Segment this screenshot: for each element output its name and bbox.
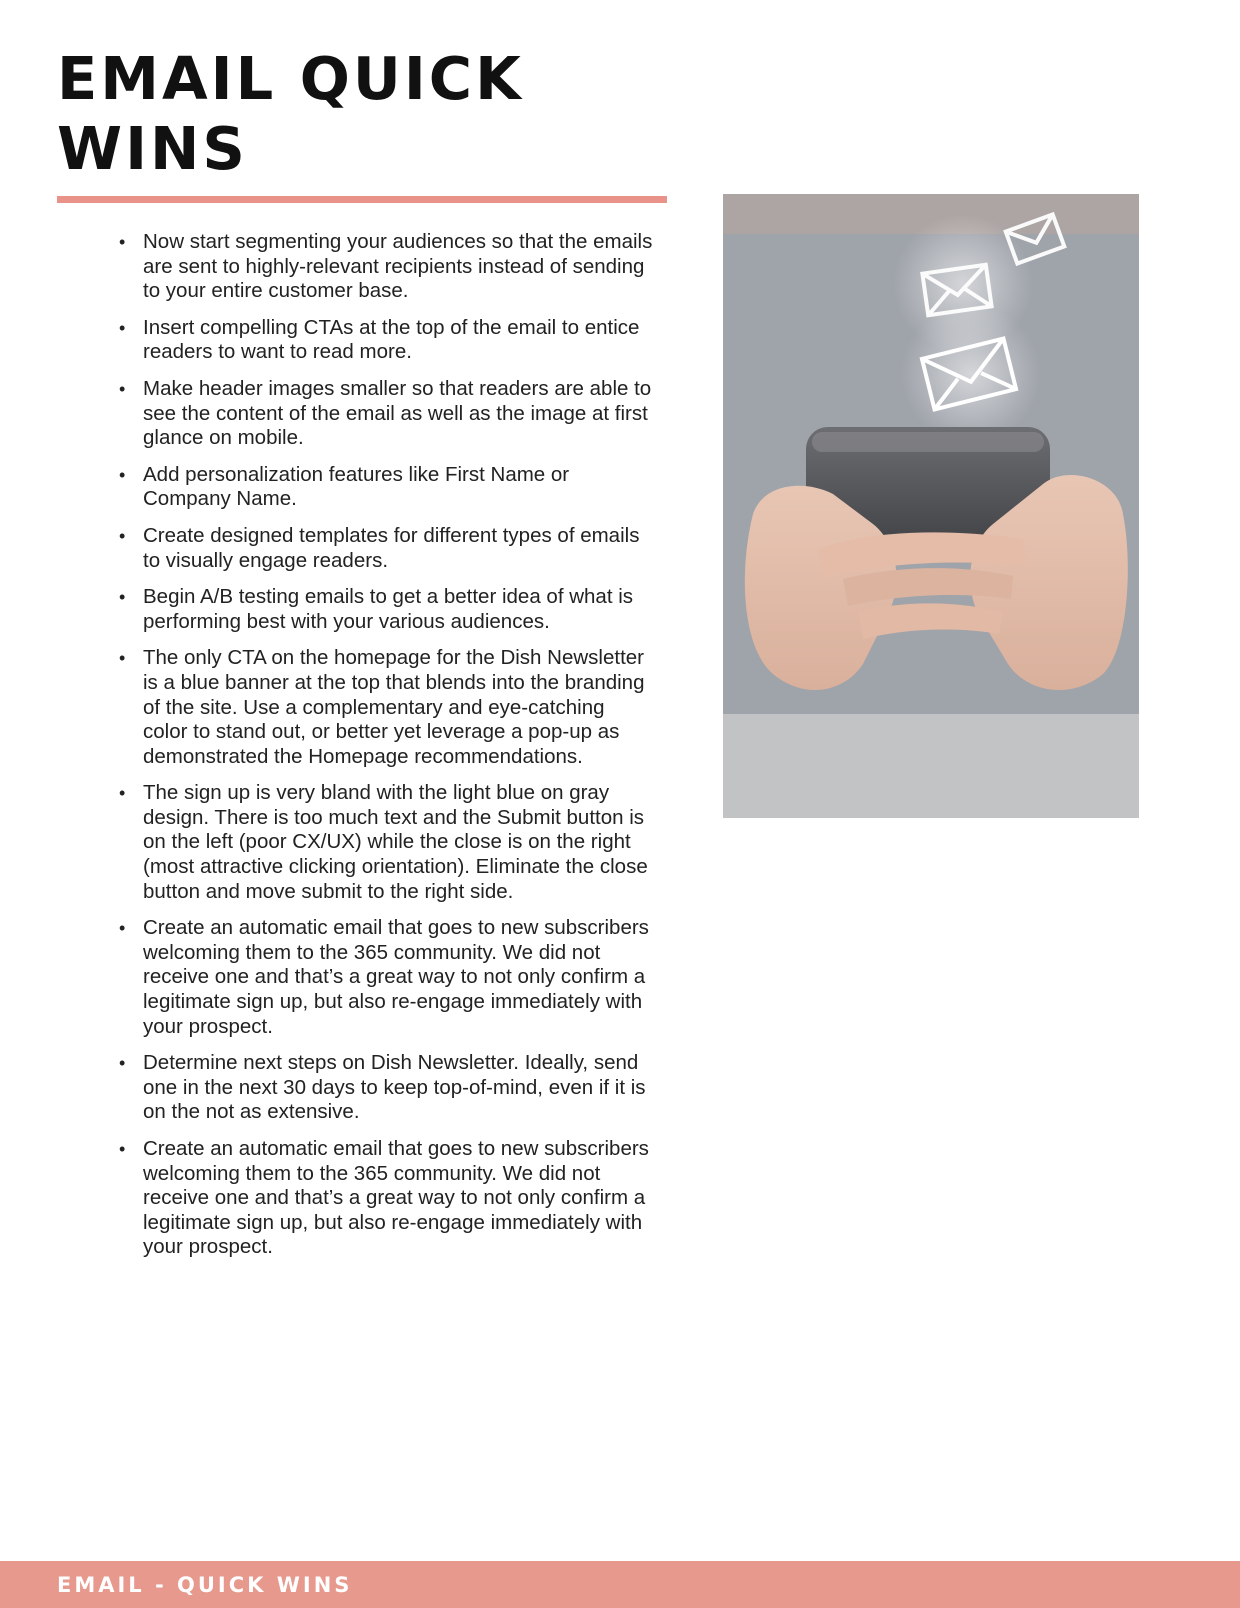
list-item: • Begin A/B testing emails to get a better idea of what is performing best with your various audiences. <box>143 585 653 634</box>
footer-band <box>0 1561 1240 1608</box>
list-item: • Create an automatic email that goes to new subscribers welcoming them to the 365 community. We did not receive one and that’s a great way to not only confirm a legitimate sign up, but also re-engage immediately with your prospect. <box>143 1137 653 1260</box>
footer-label: EMAIL - QUICK WINS <box>57 1573 353 1597</box>
list-item: • Create an automatic email that goes to new subscribers welcoming them to the 365 community. We did not receive one and that’s a great way to not only confirm a legitimate sign up, but also re-engage immediately with your prospect. <box>143 916 653 1039</box>
quick-wins-list <box>143 230 653 1272</box>
list-item: • Create designed templates for different types of emails to visually engage readers. <box>143 524 653 573</box>
hands-holding-phone-photo <box>723 194 1139 818</box>
title-underline <box>57 196 667 203</box>
list-item: • Make header images smaller so that readers are able to see the content of the email as well as the image at first glance on mobile. <box>143 377 653 451</box>
page-title: EMAIL QUICK WINS <box>57 44 524 183</box>
phone-envelopes-illustration <box>723 194 1139 818</box>
list-item: • Now start segmenting your audiences so that the emails are sent to highly-relevant recipients instead of sending to your entire customer base. <box>143 230 653 304</box>
list-item: • Insert compelling CTAs at the top of the email to entice readers to want to read more. <box>143 316 653 365</box>
list-item: • The only CTA on the homepage for the Dish Newsletter is a blue banner at the top that blends into the branding of the site. Use a complementary and eye-catching color to stand out, or better yet leverage a pop-up as demonstrated the Homepage recommendations. <box>143 646 653 769</box>
list-item: • Determine next steps on Dish Newsletter. Ideally, send one in the next 30 days to keep top-of-mind, even if it is on the not as extensive. <box>143 1051 653 1125</box>
list-item: • Add personalization features like First Name or Company Name. <box>143 463 653 512</box>
list-item: • The sign up is very bland with the light blue on gray design. There is too much text and the Submit button is on the left (poor CX/UX) while the close is on the right (most attractive clicking orientation). Eliminate the close button and move submit to the right side. <box>143 781 653 904</box>
light-glow <box>901 304 1041 444</box>
